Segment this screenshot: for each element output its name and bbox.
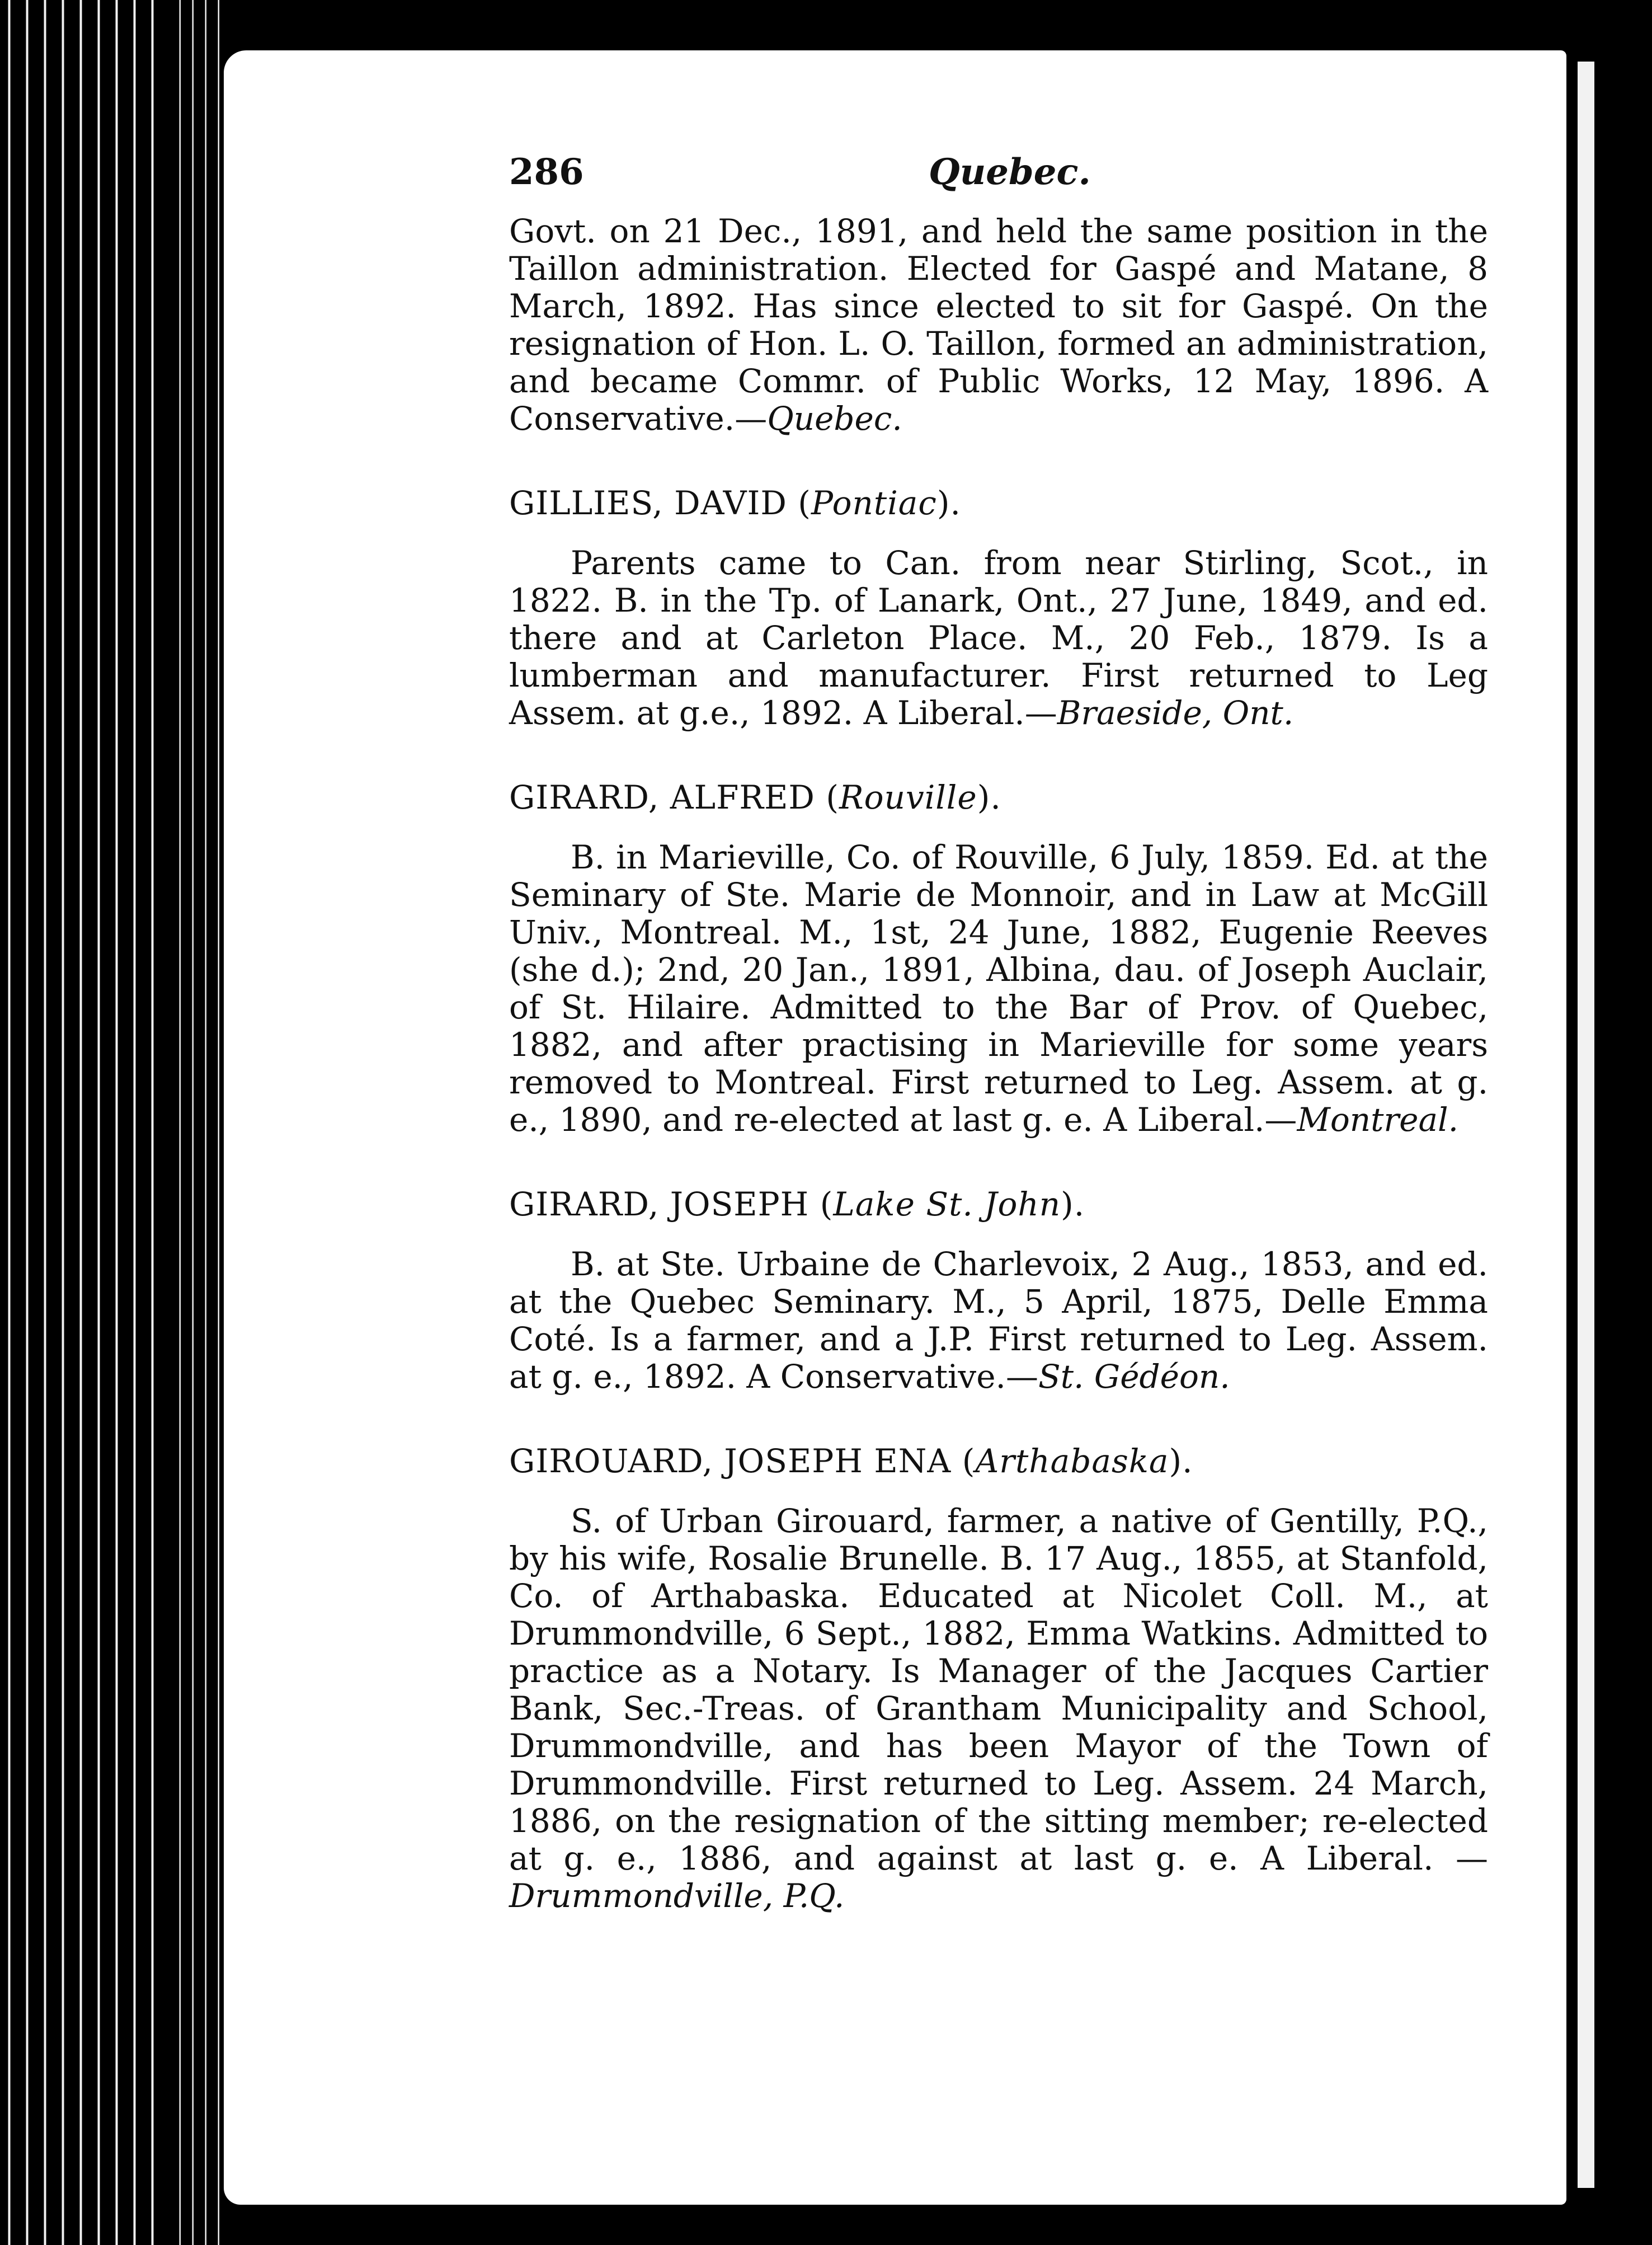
- continued-entry: [509, 213, 1488, 438]
- running-head: Quebec.: [929, 151, 1091, 193]
- heading-close: ).: [977, 778, 1001, 816]
- riding-name: Arthabaska: [975, 1442, 1169, 1480]
- riding-name: Lake St. John: [833, 1185, 1061, 1223]
- heading-close: ).: [936, 484, 961, 522]
- entry-residence: Drummondville, P.Q.: [509, 1877, 845, 1915]
- entry-heading: [509, 485, 1488, 522]
- page-content: [509, 151, 1488, 1915]
- entry-heading: [509, 1186, 1488, 1223]
- heading-close: ).: [1169, 1442, 1193, 1480]
- continued-entry-residence: Quebec.: [767, 400, 902, 438]
- entry-residence: Braeside, Ont.: [1057, 694, 1294, 732]
- riding-name: Rouville: [839, 778, 977, 816]
- page-edge: [1578, 62, 1594, 2188]
- member-name: GIROUARD, JOSEPH ENA (: [509, 1442, 976, 1480]
- riding-name: Pontiac: [811, 484, 937, 522]
- entry-body: [509, 839, 1488, 1139]
- entry-girard-alfred: [509, 779, 1488, 1139]
- continued-entry-text: Govt. on 21 Dec., 1891, and held the same position in the Taillon administration. Elected for Gaspé and Matane, 8 March, 1892. Has since elected to sit for Gaspé. On the resignation of Hon. L. O. Taillon, formed an administration, and became Commr. of Public Works, 12 May, 1896. A Conservative.—: [509, 212, 1488, 438]
- entry-body: [509, 1246, 1488, 1396]
- entry-girard-joseph: [509, 1186, 1488, 1396]
- entry-residence: Montreal.: [1297, 1101, 1459, 1139]
- entry-text: S. of Urban Girouard, farmer, a native of Gentilly, P.Q., by his wife, Rosalie Brunelle. B. 17 Aug., 1855, at Stanfold, Co. of Arthabaska. Educated at Nicolet Coll. M., at Drummondville, 6 Sept., 1882, Emma Watkins. Admitted to practice as a Notary. Is Manager of the Jacques Cartier Bank, Sec.-Treas. of Grantham Municipality and School, Drummondville, and has been Mayor of the Town of Drummondville. First returned to Leg. Assem. 24 March, 1886, on the resignation of the sitting member; re-elected at g. e., 1886, and against at last g. e. A Liberal. —: [509, 1502, 1488, 1877]
- entry-heading: [509, 779, 1488, 816]
- entry-heading: [509, 1443, 1488, 1480]
- entry-text: B. in Marieville, Co. of Rouville, 6 July, 1859. Ed. at the Seminary of Ste. Marie de Monnoir, and in Law at McGill Univ., Montreal. M., 1st, 24 June, 1882, Eugenie Reeves (she d.); 2nd, 20 Jan., 1891, Albina, dau. of Joseph Auclair, of St. Hilaire. Admitted to the Bar of Prov. of Quebec, 1882, and after practising in Marieville for some years removed to Montreal. First returned to Leg. Assem. at g. e., 1890, and re-elected at last g. e. A Liberal.—: [509, 838, 1488, 1139]
- heading-close: ).: [1061, 1185, 1085, 1223]
- member-name: GILLIES, DAVID (: [509, 484, 811, 522]
- member-name: GIRARD, ALFRED (: [509, 778, 839, 816]
- entry-residence: St. Gédéon.: [1038, 1358, 1230, 1396]
- page-header: [509, 151, 1488, 213]
- entry-body: [509, 544, 1488, 732]
- member-name: GIRARD, JOSEPH (: [509, 1185, 834, 1223]
- entry-text: B. at Ste. Urbaine de Charlevoix, 2 Aug., 1853, and ed. at the Quebec Seminary. M., 5 April, 1875, Delle Emma Coté. Is a farmer, and a J.P. First returned to Leg. Assem. at g. e., 1892. A Conservative.—: [509, 1245, 1488, 1396]
- entry-text: Parents came to Can. from near Stirling, Scot., in 1822. B. in the Tp. of Lanark, Ont., 27 June, 1849, and ed. there and at Carleton Place. M., 20 Feb., 1879. Is a lumberman and manufacturer. First returned to Leg Assem. at g.e., 1892. A Liberal.—: [509, 544, 1488, 732]
- page-number: 286: [509, 151, 584, 193]
- book-gutter: [168, 0, 229, 2245]
- entry-gillies: [509, 485, 1488, 732]
- entry-body: [509, 1502, 1488, 1915]
- entry-girouard: [509, 1443, 1488, 1915]
